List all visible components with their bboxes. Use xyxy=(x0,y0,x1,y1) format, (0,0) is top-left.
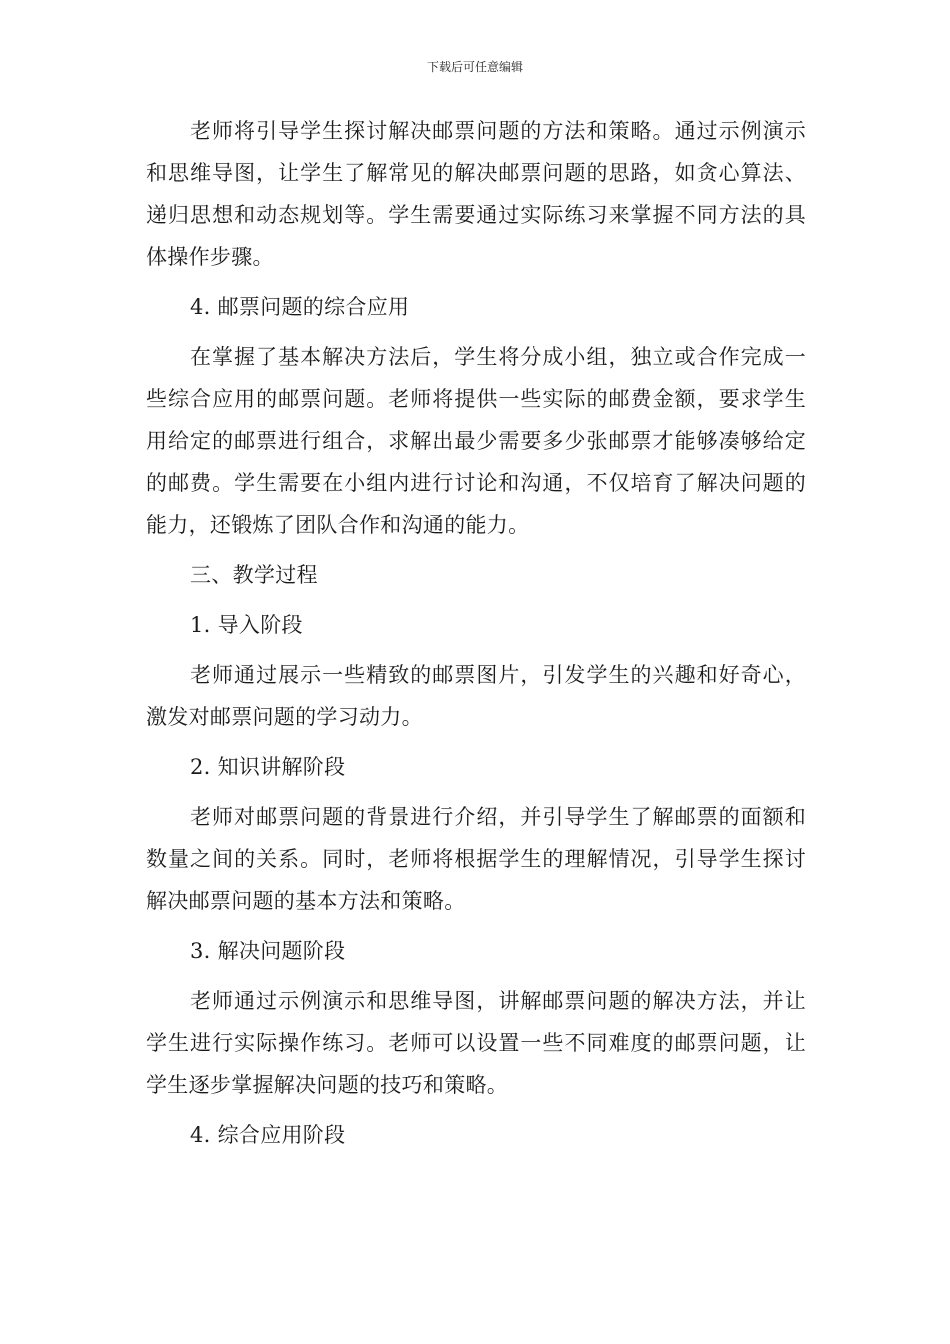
document-body xyxy=(146,110,806,1164)
heading-introduction-stage: 1. 导入阶段 xyxy=(190,613,303,637)
heading-problem-solving-stage: 3. 解决问题阶段 xyxy=(190,939,346,963)
paragraph-group-work: 在掌握了基本解决方法后，学生将分成小组，独立或合作完成一些综合应用的邮票问题。老师将提供一些实际的邮费金额，要求学生用给定的邮票进行组合，求解出最少需要多少张邮票才能够凑够给定的邮费。学生需要在小组内进行讨论和沟通，不仅培育了解决问题的能力，还锻炼了团队合作和沟通的能力。 xyxy=(146,345,806,537)
heading-knowledge-stage: 2. 知识讲解阶段 xyxy=(190,755,346,779)
paragraph-methods: 老师将引导学生探讨解决邮票问题的方法和策略。通过示例演示和思维导图，让学生了解常见的解决邮票问题的思路，如贪心算法、递归思想和动态规划等。学生需要通过实际练习来掌握不同方法的具体操作步骤。 xyxy=(146,119,806,269)
section-heading-teaching-process: 三、教学过程 xyxy=(190,563,318,587)
heading-application-stage: 4. 综合应用阶段 xyxy=(190,1123,346,1147)
paragraph-knowledge: 老师对邮票问题的背景进行介绍，并引导学生了解邮票的面额和数量之间的关系。同时，老师将根据学生的理解情况，引导学生探讨解决邮票问题的基本方法和策略。 xyxy=(146,805,806,913)
header-note: 下载后可任意编辑 xyxy=(426,60,523,74)
heading-comprehensive-application: 4. 邮票问题的综合应用 xyxy=(190,295,410,319)
paragraph-introduction: 老师通过展示一些精致的邮票图片，引发学生的兴趣和好奇心，激发对邮票问题的学习动力。 xyxy=(146,663,806,729)
paragraph-problem-solving: 老师通过示例演示和思维导图，讲解邮票问题的解决方法，并让学生进行实际操作练习。老师可以设置一些不同难度的邮票问题，让学生逐步掌握解决问题的技巧和策略。 xyxy=(146,989,806,1097)
